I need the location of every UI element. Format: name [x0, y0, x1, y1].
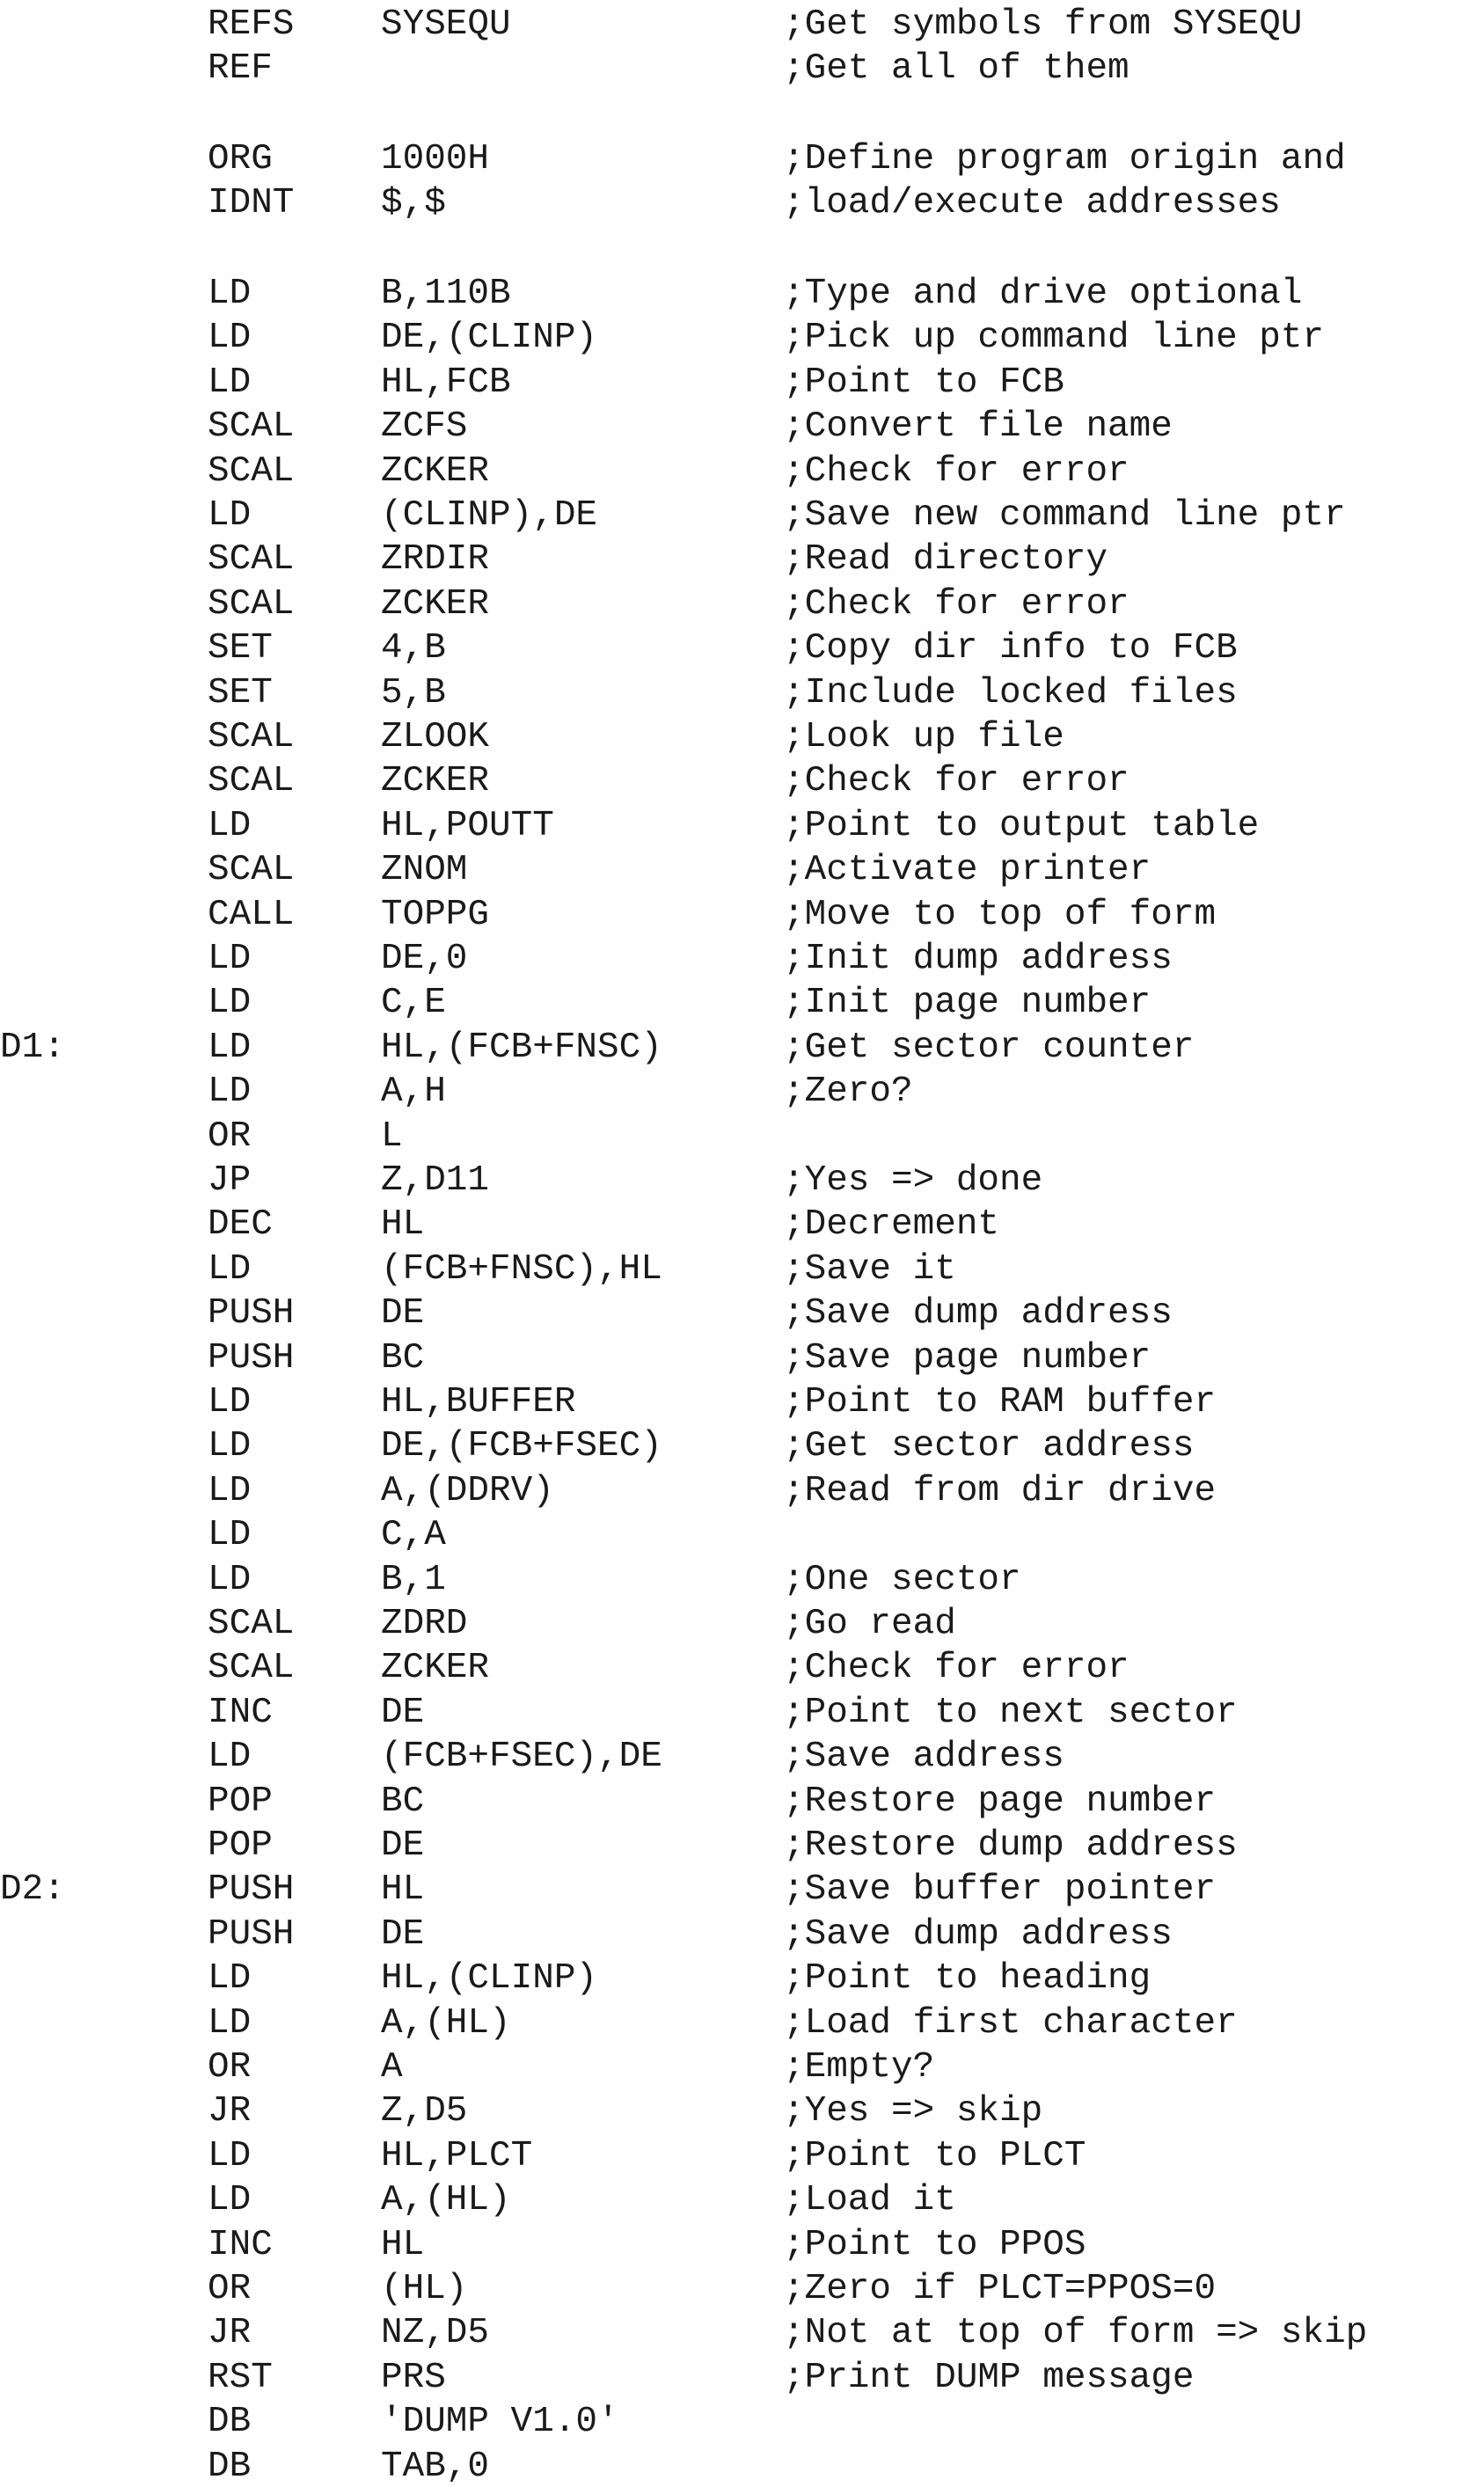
- code-comment: ;Yes => skip: [783, 2091, 1043, 2132]
- code-operands: HL: [381, 1869, 425, 1910]
- code-operands: 5,B: [381, 673, 446, 713]
- code-operands: HL: [381, 1204, 425, 1245]
- code-operands: A: [381, 2047, 403, 2088]
- code-opcode: OR: [208, 2269, 252, 2309]
- code-operands: L: [381, 1116, 403, 1157]
- code-opcode: IDNT: [208, 183, 295, 223]
- code-comment: ;Point to FCB: [783, 362, 1064, 403]
- code-operands: (HL): [381, 2269, 468, 2309]
- code-opcode: OR: [208, 2047, 252, 2088]
- code-opcode: LD: [208, 274, 252, 314]
- code-opcode: LD: [208, 939, 252, 979]
- code-opcode: LD: [208, 1426, 252, 1467]
- code-opcode: LD: [208, 983, 252, 1023]
- code-opcode: JR: [208, 2313, 252, 2353]
- code-opcode: LD: [208, 1382, 252, 1423]
- code-opcode: PUSH: [208, 1338, 295, 1379]
- code-comment: ;Zero if PLCT=PPOS=0: [783, 2269, 1217, 2309]
- code-label: D1:: [0, 1028, 65, 1068]
- code-comment: ;Empty?: [783, 2047, 935, 2088]
- code-operands: B,1: [381, 1560, 446, 1600]
- code-operands: BC: [381, 1781, 425, 1822]
- code-operands: Z,D11: [381, 1160, 490, 1201]
- code-opcode: LD: [208, 1958, 252, 1999]
- code-operands: (FCB+FNSC),HL: [381, 1249, 662, 1290]
- code-comment: ;Point to RAM buffer: [783, 1382, 1217, 1423]
- code-comment: ;Check for error: [783, 1648, 1129, 1688]
- code-opcode: LD: [208, 495, 252, 536]
- code-operands: C,E: [381, 983, 446, 1023]
- code-operands: Z,D5: [381, 2091, 468, 2132]
- code-opcode: DEC: [208, 1204, 273, 1245]
- code-operands: A,(DDRV): [381, 1471, 554, 1511]
- code-comment: ;Load first character: [783, 2003, 1238, 2044]
- code-comment: ;Point to PLCT: [783, 2136, 1086, 2176]
- code-opcode: INC: [208, 2225, 273, 2265]
- code-operands: ZDRD: [381, 1604, 468, 1644]
- code-operands: PRS: [381, 2358, 446, 2398]
- code-comment: ;load/execute addresses: [783, 183, 1281, 223]
- code-opcode: LD: [208, 1249, 252, 1290]
- code-operands: DE: [381, 1693, 425, 1733]
- code-operands: ZCFS: [381, 406, 468, 447]
- code-operands: HL,(CLINP): [381, 1958, 598, 1999]
- code-opcode: PUSH: [208, 1869, 295, 1910]
- code-comment: ;Go read: [783, 1604, 956, 1644]
- code-opcode: SCAL: [208, 761, 295, 801]
- code-comment: ;Save dump address: [783, 1914, 1173, 1955]
- code-operands: HL,PLCT: [381, 2136, 533, 2176]
- code-comment: ;Look up file: [783, 717, 1064, 757]
- code-comment: ;Pick up command line ptr: [783, 318, 1325, 358]
- code-opcode: LD: [208, 1515, 252, 1555]
- code-operands: A,H: [381, 1072, 446, 1112]
- code-comment: ;Init page number: [783, 983, 1151, 1023]
- code-opcode: CALL: [208, 895, 295, 935]
- code-opcode: LD: [208, 2003, 252, 2044]
- code-operands: TAB,0: [381, 2447, 490, 2487]
- code-operands: HL: [381, 2225, 425, 2265]
- code-operands: $,$: [381, 183, 446, 223]
- code-operands: DE,(CLINP): [381, 318, 598, 358]
- code-operands: ZRDIR: [381, 539, 490, 580]
- code-opcode: SCAL: [208, 539, 295, 580]
- code-opcode: SCAL: [208, 584, 295, 625]
- code-opcode: PUSH: [208, 1293, 295, 1334]
- code-comment: ;Check for error: [783, 584, 1129, 625]
- code-comment: ;Restore dump address: [783, 1825, 1238, 1866]
- code-comment: ;Point to heading: [783, 1958, 1151, 1999]
- code-opcode: LD: [208, 318, 252, 358]
- code-comment: ;Read directory: [783, 539, 1108, 580]
- code-opcode: LD: [208, 362, 252, 403]
- code-comment: ;Get sector counter: [783, 1028, 1195, 1068]
- code-operands: 4,B: [381, 628, 446, 669]
- code-comment: ;Save page number: [783, 1338, 1151, 1379]
- code-operands: HL,BUFFER: [381, 1382, 576, 1423]
- code-opcode: JR: [208, 2091, 252, 2132]
- code-comment: ;Move to top of form: [783, 895, 1217, 935]
- code-opcode: REF: [208, 48, 273, 89]
- code-comment: ;Get sector address: [783, 1426, 1195, 1467]
- code-comment: ;Activate printer: [783, 850, 1151, 890]
- code-opcode: LD: [208, 1737, 252, 1777]
- code-opcode: ORG: [208, 139, 273, 179]
- code-operands: DE: [381, 1293, 425, 1334]
- code-comment: ;Save buffer pointer: [783, 1869, 1217, 1910]
- code-comment: ;Zero?: [783, 1072, 913, 1112]
- code-operands: HL,FCB: [381, 362, 511, 403]
- code-operands: ZNOM: [381, 850, 468, 890]
- code-operands: TOPPG: [381, 895, 490, 935]
- code-operands: ZCKER: [381, 584, 490, 625]
- code-comment: ;Check for error: [783, 761, 1129, 801]
- code-operands: DE,0: [381, 939, 468, 979]
- code-opcode: LD: [208, 1072, 252, 1112]
- code-operands: DE,(FCB+FSEC): [381, 1426, 662, 1467]
- code-opcode: LD: [208, 1028, 252, 1068]
- code-comment: ;Point to PPOS: [783, 2225, 1086, 2265]
- code-comment: ;Save new command line ptr: [783, 495, 1346, 536]
- code-comment: ;Print DUMP message: [783, 2358, 1195, 2398]
- code-comment: ;One sector: [783, 1560, 1021, 1600]
- code-opcode: SCAL: [208, 850, 295, 890]
- code-comment: ;Get symbols from SYSEQU: [783, 4, 1303, 45]
- code-operands: A,(HL): [381, 2003, 511, 2044]
- code-comment: ;Save it: [783, 1249, 956, 1290]
- code-comment: ;Yes => done: [783, 1160, 1043, 1201]
- code-opcode: SCAL: [208, 1604, 295, 1644]
- code-opcode: DB: [208, 2447, 252, 2487]
- code-opcode: JP: [208, 1160, 252, 1201]
- code-opcode: DB: [208, 2402, 252, 2442]
- code-opcode: LD: [208, 1471, 252, 1511]
- code-operands: SYSEQU: [381, 4, 511, 45]
- code-operands: 1000H: [381, 139, 490, 179]
- code-operands: NZ,D5: [381, 2313, 490, 2353]
- code-comment: ;Convert file name: [783, 406, 1173, 447]
- code-operands: (CLINP),DE: [381, 495, 598, 536]
- code-opcode: INC: [208, 1693, 273, 1733]
- code-comment: ;Type and drive optional: [783, 274, 1303, 314]
- code-operands: C,A: [381, 1515, 446, 1555]
- code-opcode: REFS: [208, 4, 295, 45]
- code-operands: ZCKER: [381, 761, 490, 801]
- code-label: D2:: [0, 1869, 65, 1910]
- code-comment: ;Load it: [783, 2180, 956, 2220]
- code-comment: ;Init dump address: [783, 939, 1173, 979]
- code-operands: ZCKER: [381, 451, 490, 492]
- code-operands: (FCB+FSEC),DE: [381, 1737, 662, 1777]
- code-operands: DE: [381, 1914, 425, 1955]
- code-opcode: SCAL: [208, 406, 295, 447]
- code-opcode: SCAL: [208, 717, 295, 757]
- code-opcode: SCAL: [208, 1648, 295, 1688]
- code-comment: ;Not at top of form => skip: [783, 2313, 1368, 2353]
- code-operands: B,110B: [381, 274, 511, 314]
- code-comment: ;Include locked files: [783, 673, 1238, 713]
- code-operands: HL,(FCB+FNSC): [381, 1028, 662, 1068]
- code-comment: ;Check for error: [783, 451, 1129, 492]
- code-comment: ;Point to output table: [783, 806, 1260, 846]
- code-opcode: SET: [208, 628, 273, 669]
- code-comment: ;Point to next sector: [783, 1693, 1238, 1733]
- code-opcode: SET: [208, 673, 273, 713]
- code-operands: DE: [381, 1825, 425, 1866]
- code-opcode: LD: [208, 1560, 252, 1600]
- code-opcode: LD: [208, 806, 252, 846]
- code-operands: A,(HL): [381, 2180, 511, 2220]
- code-opcode: POP: [208, 1781, 273, 1822]
- code-comment: ;Get all of them: [783, 48, 1129, 89]
- code-operands: ZLOOK: [381, 717, 490, 757]
- code-opcode: PUSH: [208, 1914, 295, 1955]
- code-operands: HL,POUTT: [381, 806, 554, 846]
- code-operands: ZCKER: [381, 1648, 490, 1688]
- code-comment: ;Save address: [783, 1737, 1064, 1777]
- code-comment: ;Define program origin and: [783, 139, 1346, 179]
- code-opcode: LD: [208, 2136, 252, 2176]
- code-comment: ;Restore page number: [783, 1781, 1217, 1822]
- code-opcode: POP: [208, 1825, 273, 1866]
- code-opcode: SCAL: [208, 451, 295, 492]
- code-opcode: OR: [208, 1116, 252, 1157]
- code-comment: ;Decrement: [783, 1204, 1000, 1245]
- code-comment: ;Save dump address: [783, 1293, 1173, 1334]
- code-operands: BC: [381, 1338, 425, 1379]
- code-operands: 'DUMP V1.0': [381, 2402, 619, 2442]
- code-comment: ;Copy dir info to FCB: [783, 628, 1238, 669]
- code-opcode: RST: [208, 2358, 273, 2398]
- code-comment: ;Read from dir drive: [783, 1471, 1217, 1511]
- code-opcode: LD: [208, 2180, 252, 2220]
